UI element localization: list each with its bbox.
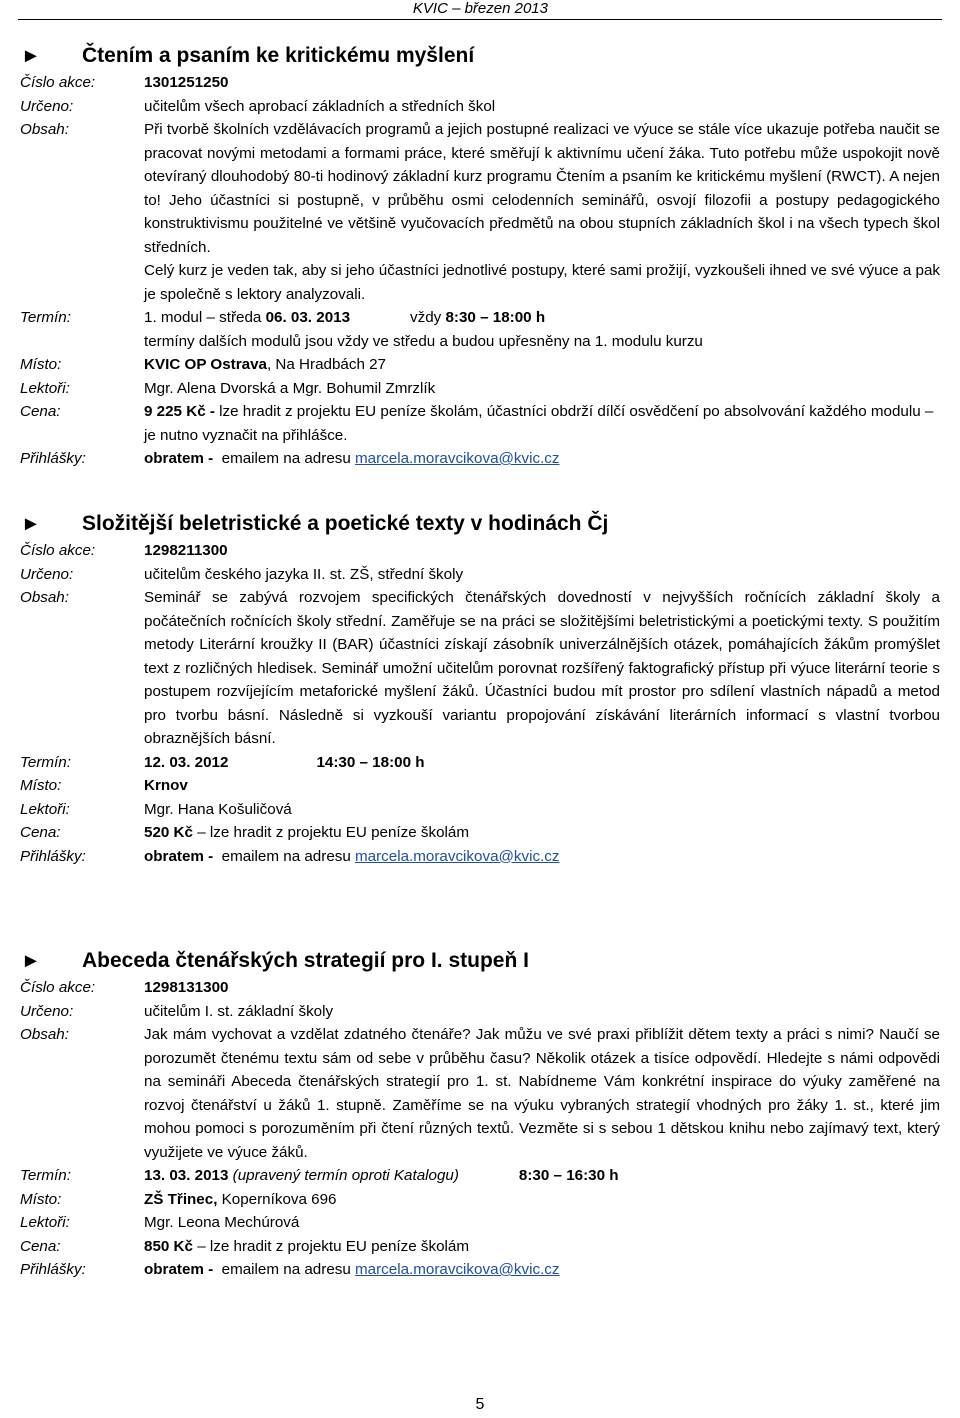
course-3 bbox=[20, 946, 940, 1282]
label-urceno: Určeno: bbox=[20, 97, 74, 115]
lektori-value: Mgr. Leona Mechúrová bbox=[144, 1214, 300, 1231]
termin-date: 06. 03. 2013 bbox=[265, 309, 351, 326]
row-cena bbox=[20, 821, 940, 845]
row-cena bbox=[20, 400, 940, 447]
row-urceno bbox=[20, 95, 940, 119]
row-obsah bbox=[20, 118, 940, 306]
row-cislo-akce bbox=[20, 71, 940, 95]
prihlasky-text: emailem na adresu bbox=[213, 450, 356, 467]
termin-date: 13. 03. 2013 bbox=[144, 1167, 229, 1184]
label-misto: Místo: bbox=[20, 777, 62, 794]
label-termin: Termín: bbox=[20, 753, 71, 771]
course-title-text: Abeceda čtenářských strategií pro I. stupeň I bbox=[82, 949, 529, 972]
prihlasky-text: emailem na adresu bbox=[213, 847, 356, 865]
obsah-paragraph: Celý kurz je veden tak, aby si jeho účastníci jednotlivé postupy, které sami prožijí, vyzkoušeli ihned ve své výuce a pak je společně s lektory analyzovali. bbox=[144, 262, 940, 303]
row-termin bbox=[20, 751, 940, 775]
row-obsah bbox=[20, 586, 940, 751]
termin-date: 12. 03. 2012 bbox=[144, 753, 229, 771]
page-number: 5 bbox=[475, 1396, 485, 1413]
row-misto bbox=[20, 774, 940, 798]
obsah-value: Jak mám vychovat a vzdělat zdatného čtenáře? Jak můžu ve své praxi přiblížit dětem texty a práci s nimi? Naučí se porozumět čtenému textu sám od sebe v průběhu času? Několik otázek a tisíce odpovědí. Hledejte s námi odpovědi na semináři Abeceda čtenářských strategií pro 1. st. Nabídneme Vám konkrétní inspirace do výuky zaměřené na rozvoj čtenářství u žáků 1. stupně. Zaměříme se na výuku vybraných strategií vhodných pro žáky 1. st., které jim mohou pomoci s porozuměním při čtení různých textů. Vezměte si s sebou 1 dětskou knihu nebo zajímavý text, který využijete ve výuce žáků. bbox=[144, 1026, 940, 1161]
label-prihlasky: Přihlášky: bbox=[20, 847, 86, 865]
cena-rest: – lze hradit z projektu EU peníze školám bbox=[192, 1237, 470, 1255]
row-lektori bbox=[20, 798, 940, 822]
misto-bold: Krnov bbox=[144, 777, 188, 794]
row-lektori bbox=[20, 1211, 940, 1235]
row-cislo-akce bbox=[20, 539, 940, 563]
label-lektori: Lektoři: bbox=[20, 379, 70, 397]
label-misto: Místo: bbox=[20, 356, 62, 373]
termin-note: (upravený termín oproti Katalogu) bbox=[228, 1167, 459, 1184]
row-cislo-akce bbox=[20, 976, 940, 1000]
label-termin: Termín: bbox=[20, 309, 71, 326]
email-link[interactable]: marcela.moravcikova@kvic.cz bbox=[355, 1261, 560, 1278]
cena-bold: 9 225 Kč - bbox=[144, 403, 215, 420]
row-urceno bbox=[20, 1000, 940, 1024]
label-cena: Cena: bbox=[20, 1237, 61, 1255]
label-termin: Termín: bbox=[20, 1167, 71, 1184]
misto-rest: , Na Hradbách 27 bbox=[266, 356, 387, 373]
cislo-akce-value: 1301251250 bbox=[144, 74, 229, 91]
row-prihlasky bbox=[20, 1258, 940, 1282]
prihlasky-bold: obratem - bbox=[144, 450, 214, 467]
label-obsah: Obsah: bbox=[20, 589, 69, 606]
label-prihlasky: Přihlášky: bbox=[20, 1261, 86, 1278]
course-title-text: Složitější beletristické a poetické texty v hodinách Čj bbox=[82, 512, 609, 535]
course-title bbox=[20, 946, 940, 976]
label-prihlasky: Přihlášky: bbox=[20, 450, 86, 467]
termin-time: 14:30 – 18:00 h bbox=[316, 753, 425, 771]
row-urceno bbox=[20, 563, 940, 587]
label-cislo-akce: Číslo akce: bbox=[20, 542, 96, 559]
lektori-value: Mgr. Alena Dvorská a Mgr. Bohumil Zmrzlík bbox=[144, 379, 436, 397]
row-misto bbox=[20, 1188, 940, 1212]
termin-value bbox=[144, 306, 940, 353]
cena-bold: 850 Kč bbox=[144, 1237, 193, 1255]
arrow-right-icon: ► bbox=[21, 513, 41, 535]
urceno-value: učitelům českého jazyka II. st. ZŠ, střední školy bbox=[144, 565, 464, 583]
termin-note: termíny dalších modulů jsou vždy ve středu a budou upřesněny na 1. modulu kurzu bbox=[144, 332, 703, 350]
cislo-akce-value: 1298131300 bbox=[144, 979, 229, 996]
misto-bold: ZŠ Třinec, bbox=[144, 1190, 218, 1208]
course-2 bbox=[20, 509, 940, 868]
urceno-value: učitelům všech aprobací základních a středních škol bbox=[144, 97, 496, 115]
label-obsah: Obsah: bbox=[20, 121, 69, 138]
label-urceno: Určeno: bbox=[20, 565, 74, 583]
label-lektori: Lektoři: bbox=[20, 800, 70, 818]
row-termin bbox=[20, 1164, 940, 1188]
termin-time: 8:30 – 18:00 h bbox=[445, 309, 546, 326]
prihlasky-bold: obratem - bbox=[144, 1261, 214, 1278]
termin-prefix: 1. modul – středa bbox=[144, 309, 266, 326]
cislo-akce-value: 1298211300 bbox=[144, 542, 228, 559]
row-lektori bbox=[20, 377, 940, 401]
row-termin bbox=[20, 306, 940, 353]
label-lektori: Lektoři: bbox=[20, 1214, 70, 1231]
course-title bbox=[20, 509, 940, 539]
arrow-right-icon: ► bbox=[21, 45, 41, 67]
label-cena: Cena: bbox=[20, 824, 61, 841]
termin-time-prefix: vždy bbox=[410, 309, 446, 326]
prihlasky-text: emailem na adresu bbox=[213, 1261, 356, 1278]
course-title bbox=[20, 41, 940, 71]
lektori-value: Mgr. Hana Košuličová bbox=[144, 800, 292, 818]
arrow-right-icon: ► bbox=[21, 950, 41, 972]
obsah-paragraph: Při tvorbě školních vzdělávacích programů a jejich postupné realizaci ve výuce se stále více ukazuje potřeba naučit se pracovat novými metodami a formami práce, které směřují k aktivnímu učení žáka. Tuto potřebu může uspokojit nově otevíraný dlouhodobý 80-ti hodinový základní kurz programu Čtením a psaním ke kritickému myšlení (RWCT). A nejen to! Jeho účastníci si postupně, v průběhu osmi celodenních seminářů, osvojí filozofii a postupy pedagogického konstruktivismu použitelné ve většině vyučovacích předmětů na obou stupních základních škol i na všech typech škol středních. bbox=[144, 121, 940, 256]
course-1 bbox=[20, 41, 940, 471]
label-cislo-akce: Číslo akce: bbox=[20, 74, 96, 91]
label-urceno: Určeno: bbox=[20, 1002, 74, 1020]
course-title-text: Čtením a psaním ke kritickému myšlení bbox=[82, 44, 475, 67]
label-cena: Cena: bbox=[20, 403, 61, 420]
row-misto bbox=[20, 353, 940, 377]
cena-rest: – lze hradit z projektu EU peníze školám bbox=[192, 824, 470, 841]
row-cena bbox=[20, 1235, 940, 1259]
termin-time: 8:30 – 16:30 h bbox=[518, 1167, 619, 1184]
prihlasky-bold: obratem - bbox=[144, 847, 214, 865]
misto-bold: KVIC OP Ostrava bbox=[144, 356, 267, 373]
label-obsah: Obsah: bbox=[20, 1026, 69, 1043]
row-prihlasky bbox=[20, 845, 940, 869]
cena-rest: lze hradit z projektu EU peníze školám, účastníci obdrží dílčí osvědčení po absolvování každého modulu – je nutno vyznačit na přihlášce. bbox=[144, 403, 934, 444]
header-rule bbox=[18, 19, 942, 20]
cena-bold: 520 Kč bbox=[144, 824, 193, 841]
obsah-value bbox=[144, 118, 940, 306]
running-header: KVIC – březen 2013 bbox=[412, 0, 548, 17]
row-prihlasky bbox=[20, 447, 940, 471]
label-misto: Místo: bbox=[20, 1190, 62, 1208]
obsah-value: Seminář se zabývá rozvojem specifických čtenářských dovedností v nejvyšších ročnících základní školy a počátečních ročnících školy střední. Zaměřuje se na práci se složitějšími beletristickými a poetickými texty. S použitím metody Literární kroužky II (BAR) účastníci získají zásobník univerzálnějších otázek, pomáhajících žákům promýšlet text z rozličných hledisek. Seminář umožní učitelům porovnat rozšířený faktografický přístup při výuce literární teorie s postupem rozvíjejícím metaforické myšlení žáků. Účastníci budou mít prostor pro sdílení vlastních nápadů a metod pro tvorbu básní. Následně si vyzkouší variantu propojování získávání literárních informací s vlastní tvorbou obraznějších básní. bbox=[144, 589, 940, 747]
label-cislo-akce: Číslo akce: bbox=[20, 979, 96, 996]
email-link[interactable]: marcela.moravcikova@kvic.cz bbox=[355, 450, 560, 467]
urceno-value: učitelům I. st. základní školy bbox=[144, 1002, 334, 1020]
misto-rest: Koperníkova 696 bbox=[217, 1190, 337, 1208]
row-obsah bbox=[20, 1023, 940, 1164]
email-link[interactable]: marcela.moravcikova@kvic.cz bbox=[355, 847, 560, 865]
